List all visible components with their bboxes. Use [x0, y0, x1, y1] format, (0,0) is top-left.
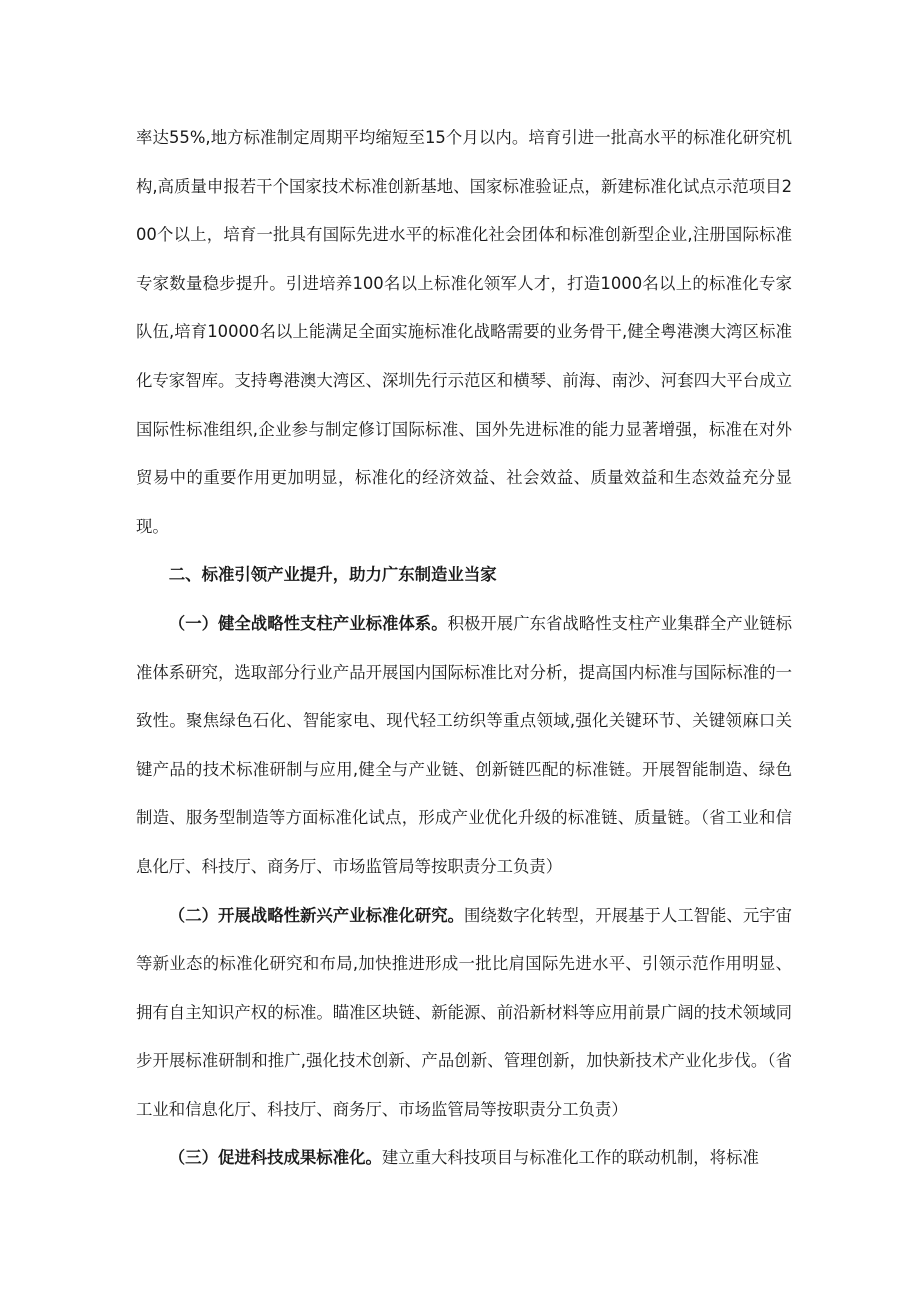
- paragraph-item-3: [136, 1134, 792, 1183]
- item-1-title: （一）健全战略性支柱产业标准体系。: [168, 613, 448, 633]
- paragraph-item-1: [136, 600, 792, 892]
- item-1-body: 积极开展广东省战略性支柱产业集群全产业链标准体系研究，选取部分行业产品开展国内国际标准比对分析，提高国内标准与国际标准的一致性。聚焦绿色石化、智能家电、现代轻工纺织等重点领域,强化关键环节、关键领麻口关键产品的技术标准研制与应用,健全与产业链、创新链匹配的标准链。开展智能制造、绿色制造、服务型制造等方面标准化试点，形成产业优化升级的标准链、质量链。（省工业和信息化厅、科技厅、商务厅、市场监管局等按职责分工负责）: [136, 613, 793, 876]
- paragraph-continued: 率达55%,地方标准制定周期平均缩短至15个月以内。培育引进一批高水平的标准化研究机构,高质量申报若干个国家技术标准创新基地、国家标准验证点，新建标准化试点示范项目200个以上，培育一批具有国际先进水平的标准化社会团体和标准创新型企业,注册国际标准专家数量稳步提升。引进培养100名以上标准化领军人才，打造1000名以上的标准化专家队伍,培育10000名以上能满足全面实施标准化战略需要的业务骨干,健全粤港澳大湾区标准化专家智库。支持粤港澳大湾区、深圳先行示范区和横琴、前海、南沙、河套四大平台成立国际性标准组织,企业参与制定修订国际标准、国外先进标准的能力显著增强，标准在对外贸易中的重要作用更加明显，标准化的经济效益、社会效益、质量效益和生态效益充分显现。: [136, 128, 792, 536]
- item-3-title: （三）促进科技成果标准化。: [168, 1148, 382, 1168]
- item-3-body: 建立重大科技项目与标准化工作的联动机制，将标准: [381, 1148, 759, 1168]
- paragraph-item-2: [136, 892, 792, 1135]
- section-heading: 二、标准引领产业提升，助力广东制造业当家: [168, 565, 497, 585]
- document-body: [136, 114, 792, 1183]
- item-2-title: （二）开展战略性新兴产业标准化研究。: [168, 905, 465, 925]
- item-2-body: 围绕数字化转型，开展基于人工智能、元宇宙等新业态的标准化研究和布局,加快推进形成一批比肩国际先进水平、引领示范作用明显、拥有自主知识产权的标准。瞄准区块链、新能源、前沿新材料等应用前景广阔的技术领域同步开展标准研制和推广,强化技术创新、产品创新、管理创新，加快新技术产业化步伐。（省工业和信息化厅、科技厅、商务厅、市场监管局等按职责分工负责）: [136, 905, 793, 1119]
